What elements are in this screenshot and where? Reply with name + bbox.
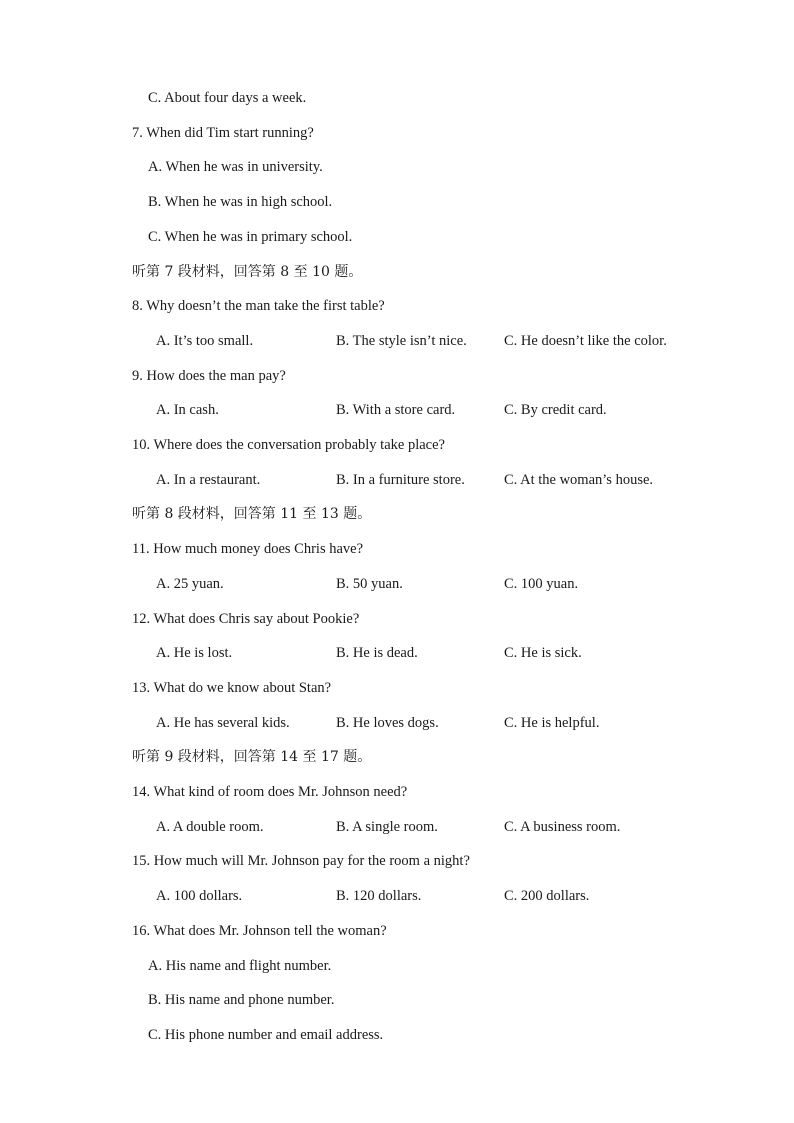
- answer-option: B. His name and phone number.: [148, 992, 335, 1008]
- answer-option: A. When he was in university.: [148, 159, 323, 175]
- answer-option: B. The style isn’t nice.: [336, 333, 467, 349]
- answer-option: B. 50 yuan.: [336, 576, 403, 592]
- section-instruction: 听第 9 段材料，回答第 14 至 17 题。: [132, 749, 372, 765]
- answer-option: B. He is dead.: [336, 645, 418, 661]
- answer-option: A. He is lost.: [156, 645, 233, 661]
- answer-option: C. At the woman’s house.: [504, 472, 654, 488]
- answer-option: A. His name and flight number.: [148, 958, 332, 974]
- answer-option: C. A business room.: [504, 819, 621, 835]
- answer-option: C. When he was in primary school.: [148, 229, 353, 245]
- answer-option: A. 100 dollars.: [156, 888, 243, 904]
- question-text: 9. How does the man pay?: [132, 368, 286, 384]
- answer-option: C. By credit card.: [504, 402, 607, 418]
- question-text: 8. Why doesn’t the man take the first table?: [132, 298, 385, 314]
- question-text: 13. What do we know about Stan?: [132, 680, 332, 696]
- question-text: 7. When did Tim start running?: [132, 125, 314, 141]
- question-text: 15. How much will Mr. Johnson pay for the room a night?: [132, 853, 470, 869]
- section-instruction: 听第 7 段材料，回答第 8 至 10 题。: [132, 264, 363, 280]
- answer-option: B. A single room.: [336, 819, 438, 835]
- answer-option: A. It’s too small.: [156, 333, 254, 349]
- answer-option: C. His phone number and email address.: [148, 1027, 384, 1043]
- question-text: 12. What does Chris say about Pookie?: [132, 611, 360, 627]
- answer-option: A. In a restaurant.: [156, 472, 261, 488]
- question-text: 16. What does Mr. Johnson tell the woman?: [132, 923, 387, 939]
- section-instruction: 听第 8 段材料，回答第 11 至 13 题。: [132, 506, 372, 522]
- answer-option: B. 120 dollars.: [336, 888, 422, 904]
- answer-option: A. 25 yuan.: [156, 576, 224, 592]
- answer-option: C. He is helpful.: [504, 715, 600, 731]
- answer-option: B. In a furniture store.: [336, 472, 465, 488]
- answer-option: C. 200 dollars.: [504, 888, 590, 904]
- answer-option: A. A double room.: [156, 819, 264, 835]
- question-text: 14. What kind of room does Mr. Johnson need?: [132, 784, 408, 800]
- answer-option: A. He has several kids.: [156, 715, 290, 731]
- answer-option: B. When he was in high school.: [148, 194, 333, 210]
- answer-option: C. He doesn’t like the color.: [504, 333, 667, 349]
- question-text: 11. How much money does Chris have?: [132, 541, 364, 557]
- answer-option: A. In cash.: [156, 402, 219, 418]
- answer-option: C. About four days a week.: [148, 90, 307, 106]
- answer-option: B. He loves dogs.: [336, 715, 439, 731]
- answer-option: B. With a store card.: [336, 402, 456, 418]
- answer-option: C. 100 yuan.: [504, 576, 579, 592]
- question-text: 10. Where does the conversation probably take place?: [132, 437, 445, 453]
- answer-option: C. He is sick.: [504, 645, 582, 661]
